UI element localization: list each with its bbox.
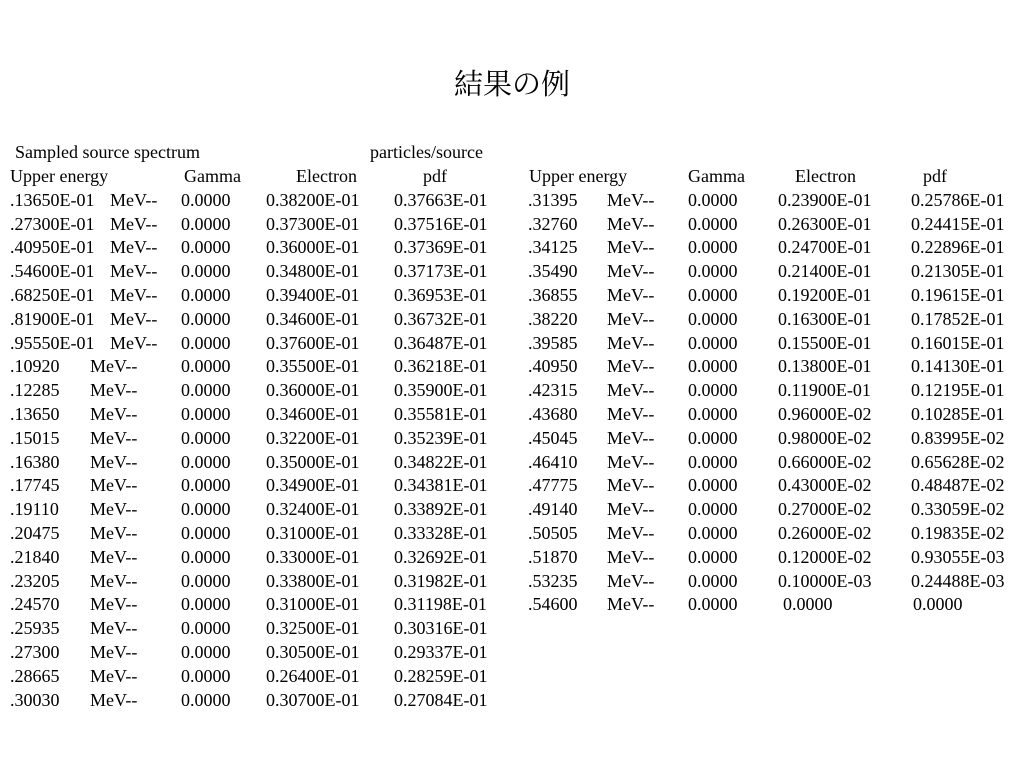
cell-energy: .38220: [528, 308, 578, 329]
cell-electron: 0.23900E-01: [778, 189, 872, 210]
cell-unit: MeV--: [607, 237, 655, 258]
cell-pdf: 0.34822E-01: [394, 451, 488, 472]
table-row: [528, 593, 1022, 617]
cell-pdf: 0.33892E-01: [394, 499, 488, 520]
table-row: [528, 498, 1022, 522]
table-header-row: [528, 165, 1022, 189]
cell-pdf: 0.32692E-01: [394, 546, 488, 567]
cell-pdf: 0.37516E-01: [394, 213, 488, 234]
table-row: [10, 236, 500, 260]
cell-electron: 0.10000E-03: [778, 570, 872, 591]
cell-pdf: 0.14130E-01: [911, 356, 1005, 377]
cell-pdf: 0.31982E-01: [394, 570, 488, 591]
cell-pdf: 0.30316E-01: [394, 618, 488, 639]
cell-unit: MeV--: [607, 213, 655, 234]
cell-pdf: 0.10285E-01: [911, 403, 1005, 424]
cell-unit: MeV--: [90, 689, 138, 710]
cell-electron: 0.31000E-01: [266, 594, 360, 615]
cell-electron: 0.30700E-01: [266, 689, 360, 710]
table-row: [528, 308, 1022, 332]
cell-gamma: 0.0000: [181, 570, 231, 591]
cell-unit: MeV--: [607, 499, 655, 520]
cell-energy: .13650: [10, 403, 60, 424]
header-gamma: Gamma: [184, 166, 241, 186]
cell-energy: .25935: [10, 618, 60, 639]
table-row: [528, 332, 1022, 356]
cell-electron: 0.16300E-01: [778, 308, 872, 329]
cell-energy: .36855: [528, 284, 578, 305]
cell-gamma: 0.0000: [688, 213, 738, 234]
cell-pdf: 0.65628E-02: [911, 451, 1005, 472]
cell-unit: MeV--: [90, 594, 138, 615]
table-row: [528, 355, 1022, 379]
cell-gamma: 0.0000: [181, 689, 231, 710]
cell-electron: 0.39400E-01: [266, 284, 360, 305]
cell-gamma: 0.0000: [181, 356, 231, 377]
cell-energy: .47775: [528, 475, 578, 496]
cell-gamma: 0.0000: [181, 522, 231, 543]
page-title: 結果の例: [453, 67, 570, 101]
table-row: [528, 451, 1022, 475]
cell-electron: 0.34900E-01: [266, 475, 360, 496]
cell-pdf: 0.28259E-01: [394, 665, 488, 686]
cell-energy: .16380: [10, 451, 60, 472]
table-row: [10, 570, 500, 594]
cell-unit: MeV--: [607, 427, 655, 448]
caption-sampled-spectrum: Sampled source spectrum: [15, 142, 200, 162]
cell-electron: 0.34600E-01: [266, 403, 360, 424]
cell-unit: MeV--: [607, 189, 655, 210]
cell-electron: 0.34600E-01: [266, 308, 360, 329]
cell-pdf: 0.19835E-02: [911, 522, 1005, 543]
cell-energy: .13650E-01: [10, 189, 95, 210]
cell-energy: .42315: [528, 380, 578, 401]
cell-gamma: 0.0000: [181, 618, 231, 639]
cell-pdf: 0.24415E-01: [911, 213, 1005, 234]
table-row: [10, 665, 500, 689]
cell-unit: MeV--: [110, 308, 158, 329]
cell-unit: MeV--: [110, 284, 158, 305]
cell-gamma: 0.0000: [181, 237, 231, 258]
cell-electron: 0.27000E-02: [778, 499, 872, 520]
cell-energy: .43680: [528, 403, 578, 424]
cell-energy: .30030: [10, 689, 60, 710]
cell-gamma: 0.0000: [688, 451, 738, 472]
cell-electron: 0.36000E-01: [266, 380, 360, 401]
cell-unit: MeV--: [110, 189, 158, 210]
cell-gamma: 0.0000: [181, 499, 231, 520]
cell-gamma: 0.0000: [181, 189, 231, 210]
cell-unit: MeV--: [90, 475, 138, 496]
cell-electron: 0.36000E-01: [266, 237, 360, 258]
cell-gamma: 0.0000: [688, 261, 738, 282]
table-body-left: [10, 189, 500, 713]
cell-unit: MeV--: [90, 570, 138, 591]
cell-pdf: 0.21305E-01: [911, 261, 1005, 282]
table-row: [10, 641, 500, 665]
cell-electron: 0.43000E-02: [778, 475, 872, 496]
cell-electron: 0.32500E-01: [266, 618, 360, 639]
cell-energy: .53235: [528, 570, 578, 591]
table-row: [528, 474, 1022, 498]
cell-gamma: 0.0000: [688, 237, 738, 258]
cell-electron: 0.37600E-01: [266, 332, 360, 353]
cell-unit: MeV--: [607, 570, 655, 591]
cell-energy: .15015: [10, 427, 60, 448]
cell-electron: 0.34800E-01: [266, 261, 360, 282]
cell-unit: MeV--: [607, 332, 655, 353]
cell-gamma: 0.0000: [181, 213, 231, 234]
cell-unit: MeV--: [110, 237, 158, 258]
table-row: [10, 617, 500, 641]
cell-unit: MeV--: [90, 618, 138, 639]
cell-energy: .95550E-01: [10, 332, 95, 353]
table-row: [10, 593, 500, 617]
cell-gamma: 0.0000: [688, 308, 738, 329]
cell-pdf: 0.37369E-01: [394, 237, 488, 258]
cell-energy: .24570: [10, 594, 60, 615]
cell-unit: MeV--: [90, 356, 138, 377]
table-row: [10, 355, 500, 379]
cell-unit: MeV--: [90, 403, 138, 424]
cell-pdf: 0.35900E-01: [394, 380, 488, 401]
cell-energy: .27300E-01: [10, 213, 95, 234]
cell-energy: .19110: [10, 499, 59, 520]
table-row: [528, 284, 1022, 308]
cell-energy: .45045: [528, 427, 578, 448]
cell-electron: 0.26300E-01: [778, 213, 872, 234]
cell-gamma: 0.0000: [181, 308, 231, 329]
cell-energy: .35490: [528, 261, 578, 282]
cell-electron: 0.35500E-01: [266, 356, 360, 377]
cell-pdf: 0.12195E-01: [911, 380, 1005, 401]
cell-gamma: 0.0000: [688, 522, 738, 543]
header-electron: Electron: [296, 166, 357, 186]
cell-energy: .54600: [528, 594, 578, 615]
cell-pdf: 0.93055E-03: [911, 546, 1005, 567]
cell-pdf: 0.25786E-01: [911, 189, 1005, 210]
cell-electron: 0.0000: [783, 594, 833, 615]
cell-energy: .23205: [10, 570, 60, 591]
table-row: [528, 427, 1022, 451]
cell-gamma: 0.0000: [181, 403, 231, 424]
cell-electron: 0.33800E-01: [266, 570, 360, 591]
cell-pdf: 0.36953E-01: [394, 284, 488, 305]
cell-gamma: 0.0000: [688, 594, 738, 615]
cell-unit: MeV--: [607, 451, 655, 472]
table-row: [10, 689, 500, 713]
cell-unit: MeV--: [607, 284, 655, 305]
cell-unit: MeV--: [90, 522, 138, 543]
cell-electron: 0.13800E-01: [778, 356, 872, 377]
header-gamma: Gamma: [688, 166, 745, 186]
cell-energy: .12285: [10, 380, 60, 401]
cell-unit: MeV--: [90, 499, 138, 520]
cell-pdf: 0.83995E-02: [911, 427, 1005, 448]
cell-energy: .27300: [10, 641, 60, 662]
cell-unit: MeV--: [607, 403, 655, 424]
spectrum-table-right: [528, 165, 1022, 617]
cell-gamma: 0.0000: [688, 356, 738, 377]
cell-pdf: 0.17852E-01: [911, 308, 1005, 329]
cell-energy: .20475: [10, 522, 60, 543]
cell-pdf: 0.48487E-02: [911, 475, 1005, 496]
cell-energy: .68250E-01: [10, 284, 95, 305]
cell-energy: .40950: [528, 356, 578, 377]
table-row: [528, 522, 1022, 546]
cell-energy: .32760: [528, 213, 578, 234]
cell-electron: 0.33000E-01: [266, 546, 360, 567]
cell-pdf: 0.19615E-01: [911, 284, 1005, 305]
cell-electron: 0.66000E-02: [778, 451, 872, 472]
cell-gamma: 0.0000: [688, 284, 738, 305]
caption-units: particles/source: [370, 142, 483, 162]
cell-energy: .31395: [528, 189, 578, 210]
table-row: [10, 189, 500, 213]
cell-unit: MeV--: [110, 213, 158, 234]
cell-pdf: 0.37173E-01: [394, 261, 488, 282]
header-electron: Electron: [795, 166, 856, 186]
cell-gamma: 0.0000: [688, 403, 738, 424]
cell-pdf: 0.29337E-01: [394, 641, 488, 662]
cell-gamma: 0.0000: [688, 570, 738, 591]
cell-unit: MeV--: [607, 546, 655, 567]
cell-gamma: 0.0000: [688, 499, 738, 520]
cell-electron: 0.30500E-01: [266, 641, 360, 662]
cell-gamma: 0.0000: [688, 546, 738, 567]
cell-gamma: 0.0000: [688, 332, 738, 353]
cell-pdf: 0.27084E-01: [394, 689, 488, 710]
cell-gamma: 0.0000: [181, 641, 231, 662]
cell-gamma: 0.0000: [688, 189, 738, 210]
cell-gamma: 0.0000: [181, 594, 231, 615]
cell-pdf: 0.36732E-01: [394, 308, 488, 329]
cell-electron: 0.15500E-01: [778, 332, 872, 353]
table-row: [10, 522, 500, 546]
cell-pdf: 0.16015E-01: [911, 332, 1005, 353]
cell-pdf: 0.36487E-01: [394, 332, 488, 353]
table-row: [10, 308, 500, 332]
header-pdf: pdf: [423, 166, 447, 186]
cell-pdf: 0.24488E-03: [911, 570, 1005, 591]
cell-energy: .34125: [528, 237, 578, 258]
table-row: [528, 403, 1022, 427]
cell-unit: MeV--: [110, 332, 158, 353]
table-header-row: [10, 165, 500, 189]
cell-unit: MeV--: [607, 261, 655, 282]
table-caption: [15, 141, 495, 163]
cell-gamma: 0.0000: [181, 451, 231, 472]
cell-gamma: 0.0000: [688, 427, 738, 448]
cell-energy: .10920: [10, 356, 60, 377]
cell-electron: 0.24700E-01: [778, 237, 872, 258]
cell-gamma: 0.0000: [181, 332, 231, 353]
cell-unit: MeV--: [110, 261, 158, 282]
table-row: [10, 213, 500, 237]
cell-unit: MeV--: [607, 475, 655, 496]
table-row: [10, 546, 500, 570]
cell-gamma: 0.0000: [181, 261, 231, 282]
cell-unit: MeV--: [607, 522, 655, 543]
header-upper-energy: Upper energy: [10, 166, 109, 186]
table-row: [528, 260, 1022, 284]
cell-gamma: 0.0000: [181, 546, 231, 567]
cell-pdf: 0.36218E-01: [394, 356, 488, 377]
cell-gamma: 0.0000: [688, 380, 738, 401]
cell-electron: 0.19200E-01: [778, 284, 872, 305]
cell-unit: MeV--: [90, 427, 138, 448]
cell-energy: .21840: [10, 546, 60, 567]
cell-unit: MeV--: [607, 594, 655, 615]
cell-pdf: 0.35581E-01: [394, 403, 488, 424]
table-row: [528, 546, 1022, 570]
table-row: [10, 260, 500, 284]
cell-unit: MeV--: [90, 546, 138, 567]
cell-electron: 0.26000E-02: [778, 522, 872, 543]
cell-energy: .39585: [528, 332, 578, 353]
cell-energy: .81900E-01: [10, 308, 95, 329]
cell-pdf: 0.33059E-02: [911, 499, 1005, 520]
cell-electron: 0.37300E-01: [266, 213, 360, 234]
cell-pdf: 0.33328E-01: [394, 522, 488, 543]
cell-electron: 0.26400E-01: [266, 665, 360, 686]
cell-unit: MeV--: [607, 308, 655, 329]
cell-electron: 0.32400E-01: [266, 499, 360, 520]
cell-electron: 0.32200E-01: [266, 427, 360, 448]
cell-energy: .46410: [528, 451, 578, 472]
table-row: [528, 379, 1022, 403]
cell-pdf: 0.31198E-01: [394, 594, 487, 615]
table-row: [10, 332, 500, 356]
cell-electron: 0.98000E-02: [778, 427, 872, 448]
cell-electron: 0.96000E-02: [778, 403, 872, 424]
cell-gamma: 0.0000: [181, 475, 231, 496]
table-row: [10, 451, 500, 475]
cell-gamma: 0.0000: [688, 475, 738, 496]
cell-electron: 0.35000E-01: [266, 451, 360, 472]
cell-energy: .54600E-01: [10, 261, 95, 282]
table-row: [528, 213, 1022, 237]
table-row: [10, 427, 500, 451]
cell-gamma: 0.0000: [181, 284, 231, 305]
cell-pdf: 0.22896E-01: [911, 237, 1005, 258]
table-row: [10, 403, 500, 427]
cell-electron: 0.21400E-01: [778, 261, 872, 282]
cell-pdf: 0.34381E-01: [394, 475, 488, 496]
table-row: [10, 474, 500, 498]
cell-electron: 0.11900E-01: [778, 380, 871, 401]
spectrum-table-left: [10, 165, 500, 712]
cell-gamma: 0.0000: [181, 665, 231, 686]
cell-energy: .40950E-01: [10, 237, 95, 258]
cell-pdf: 0.37663E-01: [394, 189, 488, 210]
header-pdf: pdf: [923, 166, 947, 186]
cell-unit: MeV--: [90, 665, 138, 686]
cell-electron: 0.31000E-01: [266, 522, 360, 543]
cell-energy: .51870: [528, 546, 578, 567]
table-row: [528, 189, 1022, 213]
cell-unit: MeV--: [90, 451, 138, 472]
cell-unit: MeV--: [90, 641, 138, 662]
cell-pdf: 0.0000: [913, 594, 963, 615]
cell-unit: MeV--: [607, 380, 655, 401]
cell-energy: .17745: [10, 475, 60, 496]
cell-energy: .28665: [10, 665, 60, 686]
cell-gamma: 0.0000: [181, 427, 231, 448]
table-row: [528, 236, 1022, 260]
header-upper-energy: Upper energy: [529, 166, 628, 186]
cell-pdf: 0.35239E-01: [394, 427, 488, 448]
cell-unit: MeV--: [90, 380, 138, 401]
cell-unit: MeV--: [607, 356, 655, 377]
cell-electron: 0.12000E-02: [778, 546, 872, 567]
cell-energy: .50505: [528, 522, 578, 543]
table-row: [528, 570, 1022, 594]
cell-energy: .49140: [528, 499, 578, 520]
table-body-right: [528, 189, 1022, 617]
table-row: [10, 284, 500, 308]
table-row: [10, 379, 500, 403]
table-row: [10, 498, 500, 522]
cell-gamma: 0.0000: [181, 380, 231, 401]
cell-electron: 0.38200E-01: [266, 189, 360, 210]
